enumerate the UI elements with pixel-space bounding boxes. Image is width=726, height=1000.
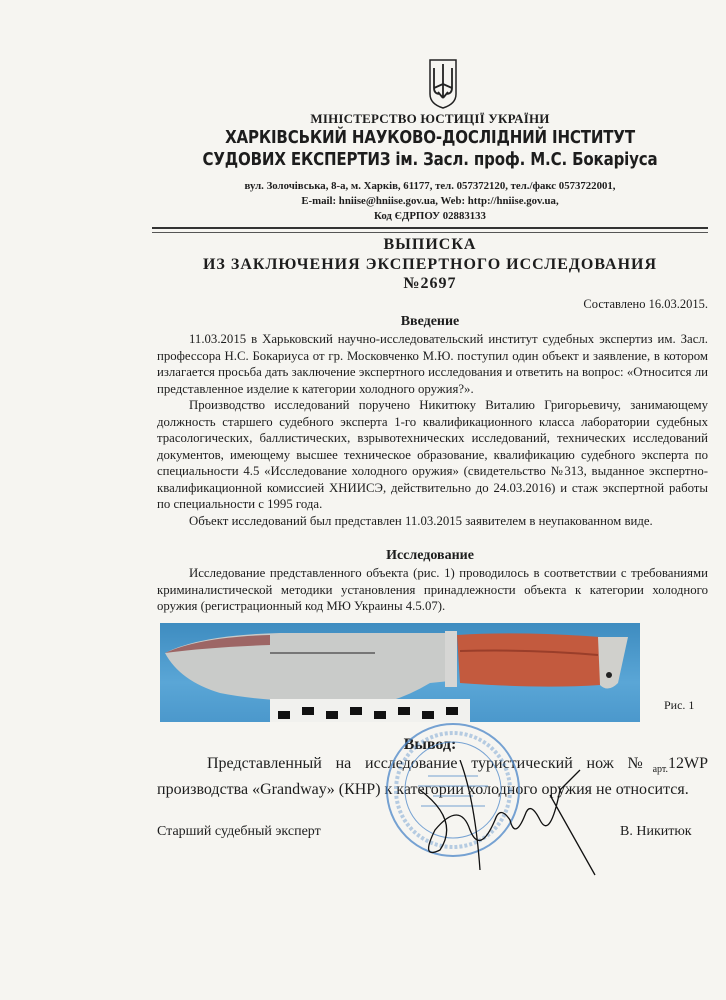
trident-emblem-icon xyxy=(428,58,458,110)
introduction-paragraph: Производство исследований поручено Никитюку Виталию Григорьевичу, занимающему должность старшего судебного эксперта 1-го квалификационного класса лаборатории судебных трасологических, баллистических, взрывотехнических исследований, технических исследований документов, имеющему высшее техническое образование, квалификацию судебного эксперта по специальности 4.5 «Исследование холодного оружия» (свидетельство №313, выданное экспертно-квалификационной комиссией ХНИИСЭ, действительно до 24.03.2016) и стаж экспертной работы по специальности с 1995 года. xyxy=(157,398,708,511)
figure-caption: Рис. 1 xyxy=(664,698,695,712)
document-title: ВЫПИСКА xyxy=(383,236,477,253)
document-subtitle: ИЗ ЗАКЛЮЧЕНИЯ ЭКСПЕРТНОГО ИССЛЕДОВАНИЯ xyxy=(202,256,658,273)
conclusion-text: Представленный на исследование туристический нож № xyxy=(207,755,653,772)
knife-photo xyxy=(160,623,640,722)
signer-role: Старший судебный эксперт xyxy=(157,824,321,839)
ministry-name: МІНІСТЕРСТВО ЮСТИЦІЇ УКРАЇНИ xyxy=(310,111,550,126)
conclusion-heading: Вывод: xyxy=(403,736,457,753)
institute-name-line2: СУДОВИХ ЕКСПЕРТИЗ ім. Засл. проф. М.С. Бокаріуса xyxy=(202,150,658,170)
introduction-heading: Введение xyxy=(400,314,460,329)
research-paragraph: Исследование представленного объекта (рис. 1) проводилось в соответствии с требованиями криминалистической методики установления принадлежности объекта к категории холодного оружия (регистрационный код МЮ Украины 4.5.07). xyxy=(157,566,708,613)
composed-date: Составлено 16.03.2015. xyxy=(583,297,708,311)
letterhead-divider xyxy=(152,227,708,233)
institute-name-line1: ХАРКІВСЬКИЙ НАУКОВО-ДОСЛІДНИЙ ІНСТИТУТ xyxy=(225,128,635,148)
research-heading: Исследование xyxy=(386,548,474,563)
conclusion-text-end: 12WP производства «Grandway» (КНР) к категории холодного оружия не относится. xyxy=(157,755,708,799)
contact-line: E-mail: hniise@hniise.gov.ua, Web: http://hniise.gov.ua, xyxy=(301,195,559,207)
introduction-section xyxy=(157,331,708,529)
knife-image xyxy=(160,623,640,722)
research-section xyxy=(157,565,708,615)
introduction-paragraph: 11.03.2015 в Харьковский научно-исследовательский институт судебных экспертиз им. Засл. профессора Н.С. Бокариуса от гр. Московченко М.Ю. поступил один объект и заявление, в котором излагается просьба дать заключение экспертного исследования и ответить на вопрос: «Относится ли представленное изделие к категории холодного оружия?». xyxy=(157,332,708,396)
handwritten-signature xyxy=(400,760,600,880)
article-subscript: арт. xyxy=(652,764,668,776)
signer-name: В. Никитюк xyxy=(620,824,692,839)
edrpou-code: Код ЄДРПОУ 02883133 xyxy=(374,210,486,222)
document-number: №2697 xyxy=(403,275,457,292)
introduction-paragraph: Объект исследований был представлен 11.03.2015 заявителем в неупакованном виде. xyxy=(189,513,653,528)
address-line: вул. Золочівська, 8-а, м. Харків, 61177, тел. 057372120, тел./факс 0573722001, xyxy=(244,180,616,192)
